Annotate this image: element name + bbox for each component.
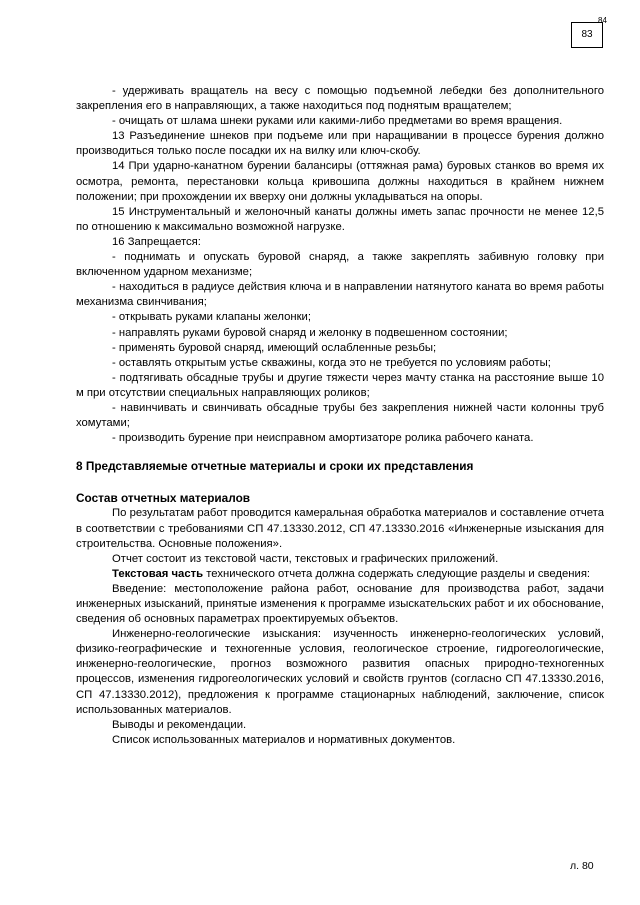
paragraph: Отчет состоит из текстовой части, текстовых и графических приложений. — [112, 552, 499, 565]
section-heading: 8 Представляемые отчетные материалы и сроки их представления — [76, 459, 474, 474]
list-item: - производить бурение при неисправном амортизаторе ролика рабочего каната. — [112, 432, 534, 445]
list-item: - направлять руками буровой снаряд и желонку в подвешенном состоянии; — [112, 326, 508, 339]
subsection-heading: Состав отчетных материалов — [76, 491, 251, 506]
list-item: - применять буровой снаряд, имеющий ослабленные резьбы; — [112, 341, 437, 354]
sheet-label: л. 80 — [570, 860, 594, 872]
paragraph: - удерживать вращатель на весу с помощью подъемной лебедки без дополнительного закрепления его в направляющих, а также находиться под поднятым вращателем; — [76, 85, 604, 113]
paragraph: Список использованных материалов и нормативных документов. — [112, 733, 456, 746]
paragraph: 14 При ударно-канатном бурении балансиры (оттяжная рама) буровых станков во время их осмотра, ремонта, перестановки кольца кривошипа должны находиться в крайнем нижнем положении; при прохождении их вверху они должны укладываться на опоры. — [76, 160, 604, 203]
list-item: - открывать руками клапаны желонки; — [112, 311, 311, 324]
paragraph-rest: технического отчета должна содержать следующие разделы и сведения: — [203, 567, 591, 580]
bold-term: Текстовая часть — [112, 567, 204, 580]
paragraph: 16 Запрещается: — [112, 235, 201, 248]
paragraph: Инженерно-геологические изыскания: изученность инженерно-геологических условий, физико-географические и техногенные условия, геологическое строение, гидрогеологические, инженерно-геологические, прогноз возможного развития опасных природно-техногенных процессов, изменения гидрогеологических условий и свойств грунтов (согласно СП 47.13330.2016, СП 47.13330.2012), предложения к программе стационарных наблюдений, заключение, список использованных материалов. — [76, 628, 604, 716]
list-item: - оставлять открытым устье скважины, когда это не требуется по условиям работы; — [112, 356, 551, 369]
page-number: 83 — [581, 29, 593, 40]
list-item: - поднимать и опускать буровой снаряд, а также закреплять забивную головку при включенном ударном механизме; — [76, 251, 604, 279]
paragraph: По результатам работ проводится камеральная обработка материалов и составление отчета в соответствии с требованиями СП 47.13330.2012, СП 47.13330.2016 «Инженерные изыскания для строительства. Основные положения». — [76, 507, 604, 550]
paragraph: 13 Разъединение шнеков при подъеме или при наращивании в процессе бурения должно производиться только после посадки их на вилку или ключ-скобу. — [76, 130, 604, 158]
paragraph: - очищать от шлама шнеки руками или какими-либо предметами во время вращения. — [112, 115, 563, 128]
list-item: - навинчивать и свинчивать обсадные трубы без закрепления нижней части колонны труб хомутами; — [76, 401, 604, 430]
page-superscript: 84 — [598, 16, 607, 25]
list-item: - находиться в радиусе действия ключа и в направлении натянутого каната во время работы механизма свинчивания; — [76, 281, 604, 309]
page-number-box — [571, 22, 603, 48]
paragraph: 15 Инструментальный и желоночный канаты должны иметь запас прочности не менее 12,5 по отношению к максимально возможной нагрузке. — [76, 205, 604, 233]
list-item: - подтягивать обсадные трубы и другие тяжести через мачту станка на расстояние выше 10 м при отсутствии специальных направляющих роликов; — [76, 371, 604, 399]
paragraph: Выводы и рекомендации. — [112, 718, 247, 731]
paragraph: Введение: местоположение района работ, основание для производства работ, задачи инженерных изысканий, принятые изменения к программе изыскательских работ и их обоснование, сведения об основных параметрах проектируемых объектов. — [76, 582, 604, 626]
paragraph — [76, 567, 604, 582]
document-body — [76, 84, 604, 748]
